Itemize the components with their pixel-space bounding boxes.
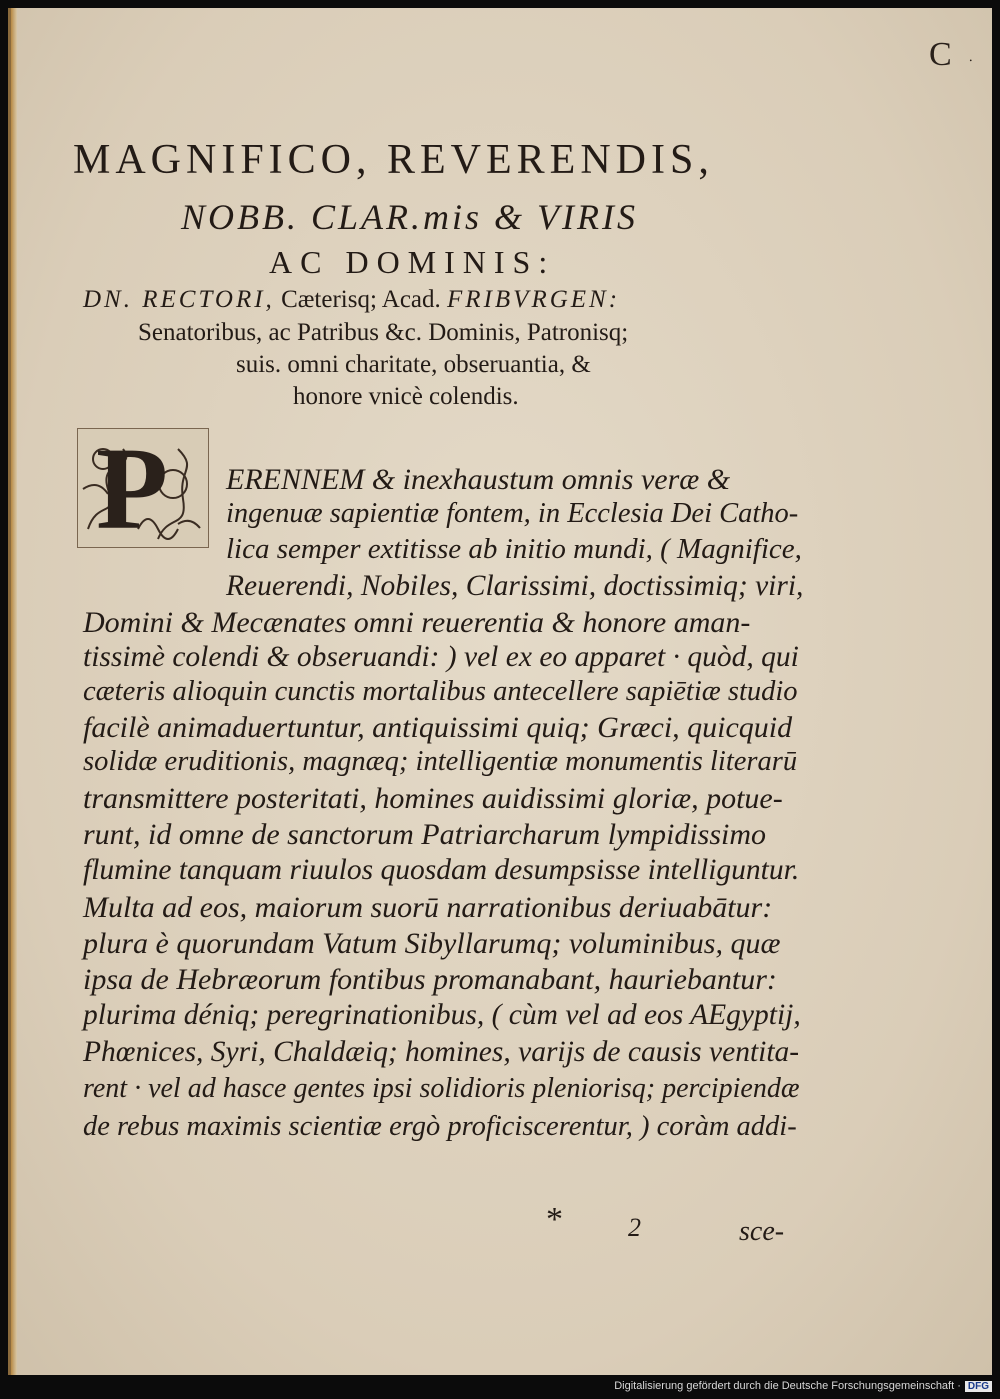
dfg-logo: DFG: [965, 1381, 992, 1392]
heading-line-3: AC DOMINIS:: [269, 244, 556, 280]
body-line: Multa ad eos, maiorum suorū narrationibus deriuabātur:: [83, 891, 773, 924]
body-line: cæteris alioquin cunctis mortalibus antecellere sapiētiæ studio: [83, 676, 798, 707]
heading-line-4: [83, 286, 620, 314]
body-line: plura è quorundam Vatum Sibyllarumq; voluminibus, quæ: [83, 927, 781, 960]
body-line: Phœnices, Syri, Chaldæiq; homines, varijs de causis ventita-: [83, 1036, 800, 1068]
body-line: flumine tanquam riuulos quosdam desumpsisse intelliguntur.: [83, 854, 800, 886]
initial-letter: P: [96, 423, 169, 554]
body-line: de rebus maximis scientiæ ergò proficiscerentur, ) coràm addi-: [83, 1111, 797, 1142]
footer-star: *: [546, 1201, 563, 1238]
decorated-initial: [77, 423, 209, 554]
body-line: transmittere posteritati, homines auidissimi gloriæ, potue-: [83, 782, 783, 815]
body-line: ERENNEM & inexhaustum omnis veræ &: [226, 463, 731, 496]
book-page: [8, 8, 992, 1375]
heading-line-6: suis. omni charitate, obseruantia, &: [236, 351, 591, 378]
body-line: ipsa de Hebræorum fontibus promanabant, hauriebantur:: [83, 963, 777, 996]
body-line: lica semper extitisse ab initio mundi, ( Magnifice,: [226, 533, 802, 565]
body-line: rent · vel ad hasce gentes ipsi solidioris pleniorisq; percipiendæ: [83, 1073, 800, 1104]
heading-rector: DN. RECTORI,: [83, 286, 275, 313]
catchword: sce-: [739, 1216, 785, 1247]
signature-dots: ∙: [969, 54, 973, 69]
body-line: runt, id omne de sanctorum Patriarcharum lympidissimo: [83, 818, 767, 851]
heading-line-1: MAGNIFICO, REVERENDIS,: [73, 137, 714, 183]
body-line: Reuerendi, Nobiles, Clarissimi, doctissimiq; viri,: [226, 570, 804, 602]
body-line: Domini & Mecænates omni reuerentia & honore aman-: [83, 606, 751, 639]
body-line: tissimè colendi & obseruandi: ) vel ex eo apparet · quòd, qui: [83, 641, 799, 673]
heading-friburgen: FRIBVRGEN:: [447, 286, 621, 313]
page-gutter: [11, 8, 17, 1375]
credit-text: Digitalisierung gefördert durch die Deutsche Forschungsgemeinschaft ·: [614, 1380, 961, 1392]
signature-mark: C: [929, 36, 952, 73]
heading-line-2: NOBB. CLAR.mis & VIRIS: [181, 197, 638, 237]
body-line: ingenuæ sapientiæ fontem, in Ecclesia Dei Catho-: [226, 498, 799, 529]
heading-academia: Cæterisq; Acad.: [274, 286, 448, 313]
body-line: solidæ eruditionis, magnæq; intelligentiæ monumentis literarū: [83, 746, 798, 777]
body-line: plurima déniq; peregrinationibus, ( cùm vel ad eos AEgyptij,: [83, 999, 801, 1031]
signature-number: 2: [628, 1213, 641, 1242]
heading-line-7: honore vnicè colendis.: [293, 383, 519, 410]
body-line: facilè animaduertuntur, antiquissimi quiq; Græci, quicquid: [83, 711, 793, 744]
heading-line-5: Senatoribus, ac Patribus &c. Dominis, Patronisq;: [138, 319, 629, 346]
digitization-credit: [614, 1380, 992, 1392]
